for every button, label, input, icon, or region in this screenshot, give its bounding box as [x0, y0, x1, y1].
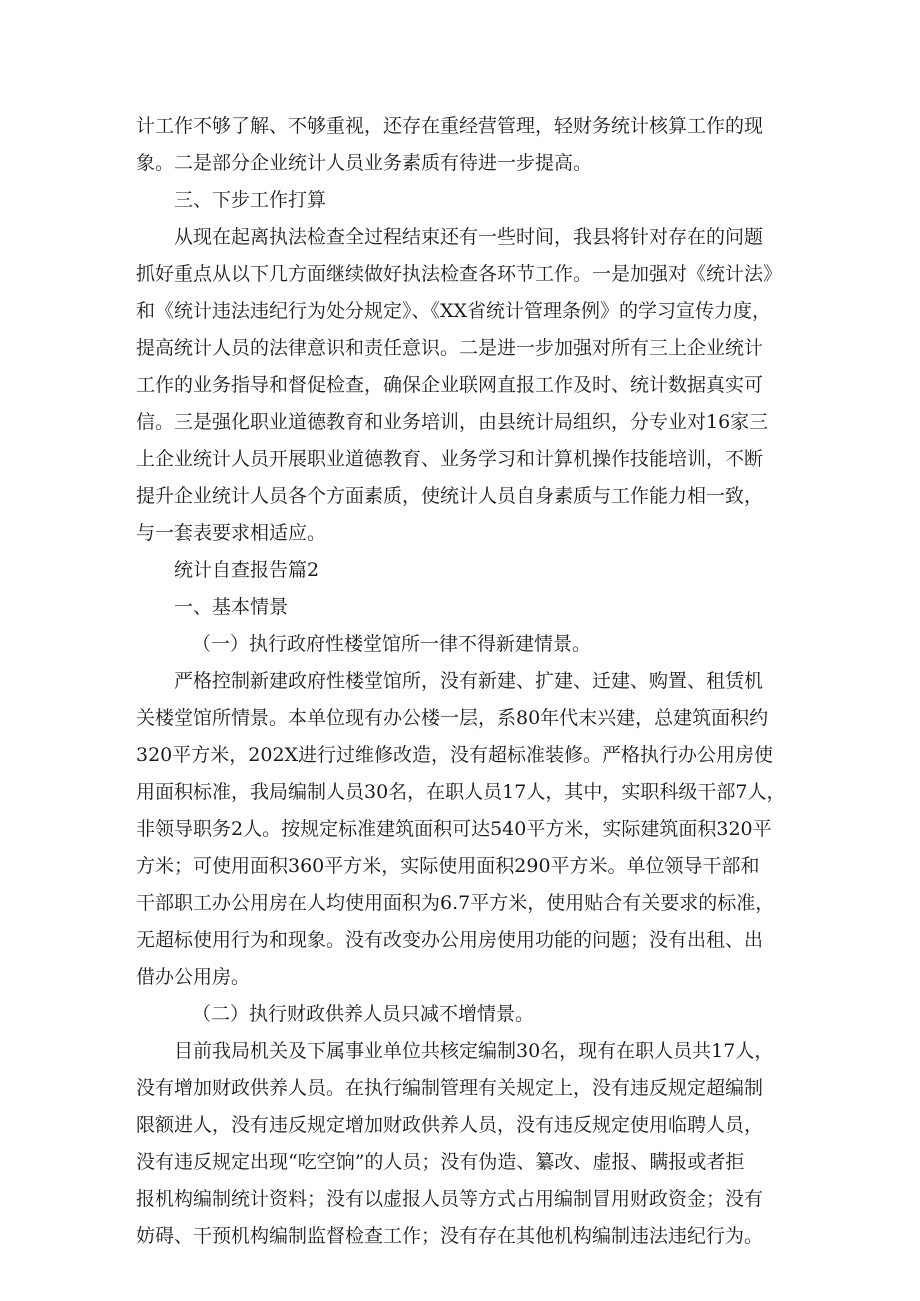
- text-line: 妨碍、干预机构编制监督检查工作；没有存在其他机构编制违法违纪行为。: [136, 1225, 764, 1247]
- document-body: [136, 108, 796, 1255]
- section-heading-next-plan: 三、下步工作打算: [174, 189, 327, 211]
- text-line: 320平方米，202X进行过维修改造，没有超标准装修。严格执行办公用房使: [136, 744, 774, 766]
- paragraph-staffing: [136, 1033, 796, 1255]
- text-line: 用面积标准，我局编制人员30名，在职人员17人，其中，实职科级干部7人，: [136, 781, 786, 803]
- text-line: 没有增加财政供养人员。在执行编制管理有关规定上，没有违反规定超编制: [136, 1077, 764, 1099]
- text-line: 抓好重点从以下几方面继续做好执法检查各环节工作。一是加强对《统计法》: [136, 263, 783, 285]
- text-line: 目前我局机关及下属事业单位共核定编制30名，现有在职人员共17人，: [174, 1040, 774, 1062]
- text-line: 计工作不够了解、不够重视，还存在重经营管理，轻财务统计核算工作的现: [136, 115, 764, 137]
- text-line: 象。二是部分企业统计人员业务素质有待进一步提高。: [136, 152, 593, 174]
- text-line: 提高统计人员的法律意识和责任意识。二是进一步加强对所有三上企业统计: [136, 337, 764, 359]
- text-line: 限额进人，没有违反规定增加财政供养人员，没有违反规定使用临聘人员，: [136, 1114, 764, 1136]
- subsection-heading-2: （二）执行财政供养人员只减不增情景。: [192, 1003, 535, 1025]
- section-heading-basic: 一、基本情景: [174, 596, 289, 618]
- text-line: 干部职工办公用房在人均使用面积为6.7平方米，使用贴合有关要求的标准，: [136, 892, 775, 914]
- text-line: 提升企业统计人员各个方面素质，使统计人员自身素质与工作能力相一致，: [136, 485, 764, 507]
- text-line: 信。三是强化职业道德教育和业务培训，由县统计局组织，分专业对16家三: [136, 411, 769, 433]
- text-line: 关楼堂馆所情景。本单位现有办公楼一层，系80年代末兴建，总建筑面积约: [136, 707, 769, 729]
- text-line: 报机构编制统计资料；没有以虚报人员等方式占用编制冒用财政资金；没有: [136, 1188, 764, 1210]
- text-line: 无超标使用行为和现象。没有改变办公用房使用功能的问题；没有出租、出: [136, 929, 764, 951]
- text-line: 借办公用房。: [136, 966, 251, 988]
- text-line: 严格控制新建政府性楼堂馆所，没有新建、扩建、迁建、购置、租赁机: [174, 670, 764, 692]
- text-line: 上企业统计人员开展职业道德教育、业务学习和计算机操作技能培训，不断: [136, 448, 764, 470]
- subsection-heading-1: （一）执行政府性楼堂馆所一律不得新建情景。: [192, 633, 592, 655]
- paragraph-next-plan: [136, 219, 796, 552]
- text-line: 非领导职务2人。按规定标准建筑面积可达540平方米，实际建筑面积320平: [136, 818, 772, 840]
- text-line: 和《统计违法违纪行为处分规定》、《XX省统计管理条例》的学习宣传力度，: [136, 300, 772, 322]
- text-line: 工作的业务指导和督促检查，确保企业联网直报工作及时、统计数据真实可: [136, 374, 764, 396]
- text-line: 与一套表要求相适应。: [136, 522, 327, 544]
- text-line: 方米；可使用面积360平方米，实际使用面积290平方米。单位领导干部和: [136, 855, 760, 877]
- paragraph-continued: [136, 108, 796, 182]
- text-line: 从现在起离执法检查全过程结束还有一些时间，我县将针对存在的问题: [174, 226, 764, 248]
- text-line: 没有违反规定出现“吃空饷”的人员；没有伪造、纂改、虚报、瞒报或者拒: [136, 1151, 745, 1173]
- paragraph-buildings: [136, 663, 796, 996]
- report-title: 统计自查报告篇2: [174, 559, 320, 581]
